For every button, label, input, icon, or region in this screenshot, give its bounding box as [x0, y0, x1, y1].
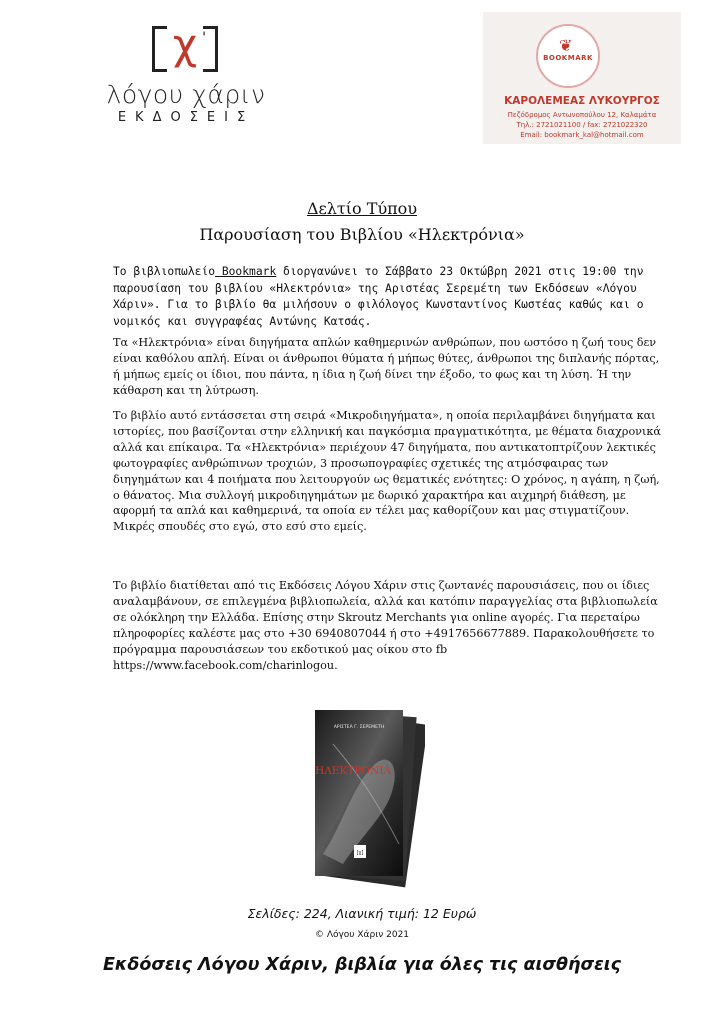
document-title: Δελτίο Τύπου [306, 199, 418, 218]
publisher-logo-name: λόγου χάριν [106, 80, 266, 109]
publisher-slogan: Εκδόσεις Λόγου Χάριν, βιβλία για όλες τις αισθήσεις [102, 955, 622, 975]
intro-text-after: διοργανώνει το Σάββατο 23 Οκτώβρη 2021 στις 19:00 την παρουσίαση του βιβλίου «Ηλεκτρόνια» της Αριστέας Σερεμέτη των Εκδόσεων «Λόγου Χάριν». Για το βιβλίο θα μιλήσουν ο φιλόλογος Κωνσταντίνος Κωστέας καθώς και ο νομικός και συγγραφέας Αντώνης Κατσάς. [113, 265, 644, 328]
cover-mark: [χ] [356, 850, 364, 856]
bookstore-logo-word: BOOKMARK [543, 54, 593, 62]
paragraph-availability: Το βιβλίο διατίθεται από τις Εκδόσεις Λόγου Χάριν στις ζωντανές παρουσιάσεις, που οι ίδιες αναλαμβάνουν, σε επιλεγμένα βιβλιοπωλεία, αλλά και κατόπιν παραγγελίας στα βιβλιοπωλεία σε ολόκληρη την Ελλάδα. Επίσης στην Skroutz Merchants για online αγορές. Για περεταίρω πληροφορίες καλέστε μας στο +30 6940807044 ή στο +4917656677889. Παρακολουθήσετε το πρόγραμμα παρουσιάσεων του εκδοτικού μας οίκου στο fb https://www.facebook.com/charinlogou. [113, 579, 658, 672]
bookstore-phone: Τηλ.: 2721021100 / fax: 2721022320 [516, 121, 648, 129]
book-cover-image [303, 704, 425, 890]
bookmark-link[interactable]: Bookmark [215, 265, 277, 278]
book-author: ΑΡΙΣΤΕΑ Γ. ΣΕΡΕΜΕΤΗ [333, 725, 385, 730]
bookstore-name: ΚΑΡΟΛΕΜΕΑΣ ΛΥΚΟΥΡΓΟΣ [504, 95, 660, 107]
bookstore-address: Πεζόδρομος Αντωνοπούλου 12, Καλαμάτα [507, 111, 657, 119]
bookstore-email: Email: bookmark_kal@hotmail.com [520, 131, 644, 139]
bracket-right [203, 26, 218, 72]
paragraph-intro [113, 264, 658, 330]
intro-text-before: Το βιβλιοπωλείο [113, 265, 216, 278]
document-subtitle: Παρουσίαση του Βιβλίου «Ηλεκτρόνια» [199, 225, 525, 244]
logo-letter: χ [172, 20, 198, 69]
publisher-logo-mark [150, 22, 220, 74]
book-title: ΗΛΕΚΤΡΟΝΙΑ [315, 765, 391, 777]
paragraph-series: Το βιβλίο αυτό εντάσσεται στη σειρά «Μικροδιηγήματα», η οποία περιλαμβάνει διηγήματα και ιστορίες, που βασίζονται στην ελληνική και παγκόσμια πραγματικότητα, με θέματα διαχρονικά αλλά και επίκαιρα. Τα «Ηλεκτρόνια» περιέχουν 47 διηγήματα, που αντικατοπτρίζουν λεκτικές φωτογραφίες ανθρώπινων τροχιών, 3 προσωπογραφίες σχετικές της ατμόσφαιρας των διηγημάτων και 4 ποιήματα που λειτουργούν ως θεματικές ενότητες: Ο χρόνος, η αγάπη, η ζωή, ο θάνατος. Μια συλλογή μικροδιηγημάτων με δωρικό χαρακτήρα και αιχμηρή διάθεση, με αφορμή τα απλά και καθημερινά, τα οποία εν τέλει μας καθορίζουν και μας στιγματίζουν. Μικρές σπουδές στο εγώ, στο εσύ στο εμείς. [113, 409, 661, 534]
owl-icon: ❦ [559, 36, 573, 55]
paragraph-description: Τα «Ηλεκτρόνια» είναι διηγήματα απλών καθημερινών ανθρώπων, που ωστόσο η ζωή τους δεν είναι καθόλου απλή. Είναι οι άνθρωποι θύματα ή μήπως θύτες, άνθρωποι της διπλανής πόρτας, ή μήπως εμείς οι ίδιοι, που πάντα, η ίδια η ζωή δίνει την έξοδο, το φως και τη λύση. Ή την κάθαρση και τη λύτρωση. [113, 336, 660, 397]
logo-tick: ' [202, 30, 206, 46]
publisher-logo-subtitle: ΕΚΔΟΣΕΙΣ [117, 110, 255, 125]
book-pricing: Σελίδες: 224, Λιανική τιμή: 12 Ευρώ [247, 906, 477, 921]
bracket-left [152, 26, 167, 72]
copyright: © Λόγου Χάριν 2021 [314, 930, 410, 940]
